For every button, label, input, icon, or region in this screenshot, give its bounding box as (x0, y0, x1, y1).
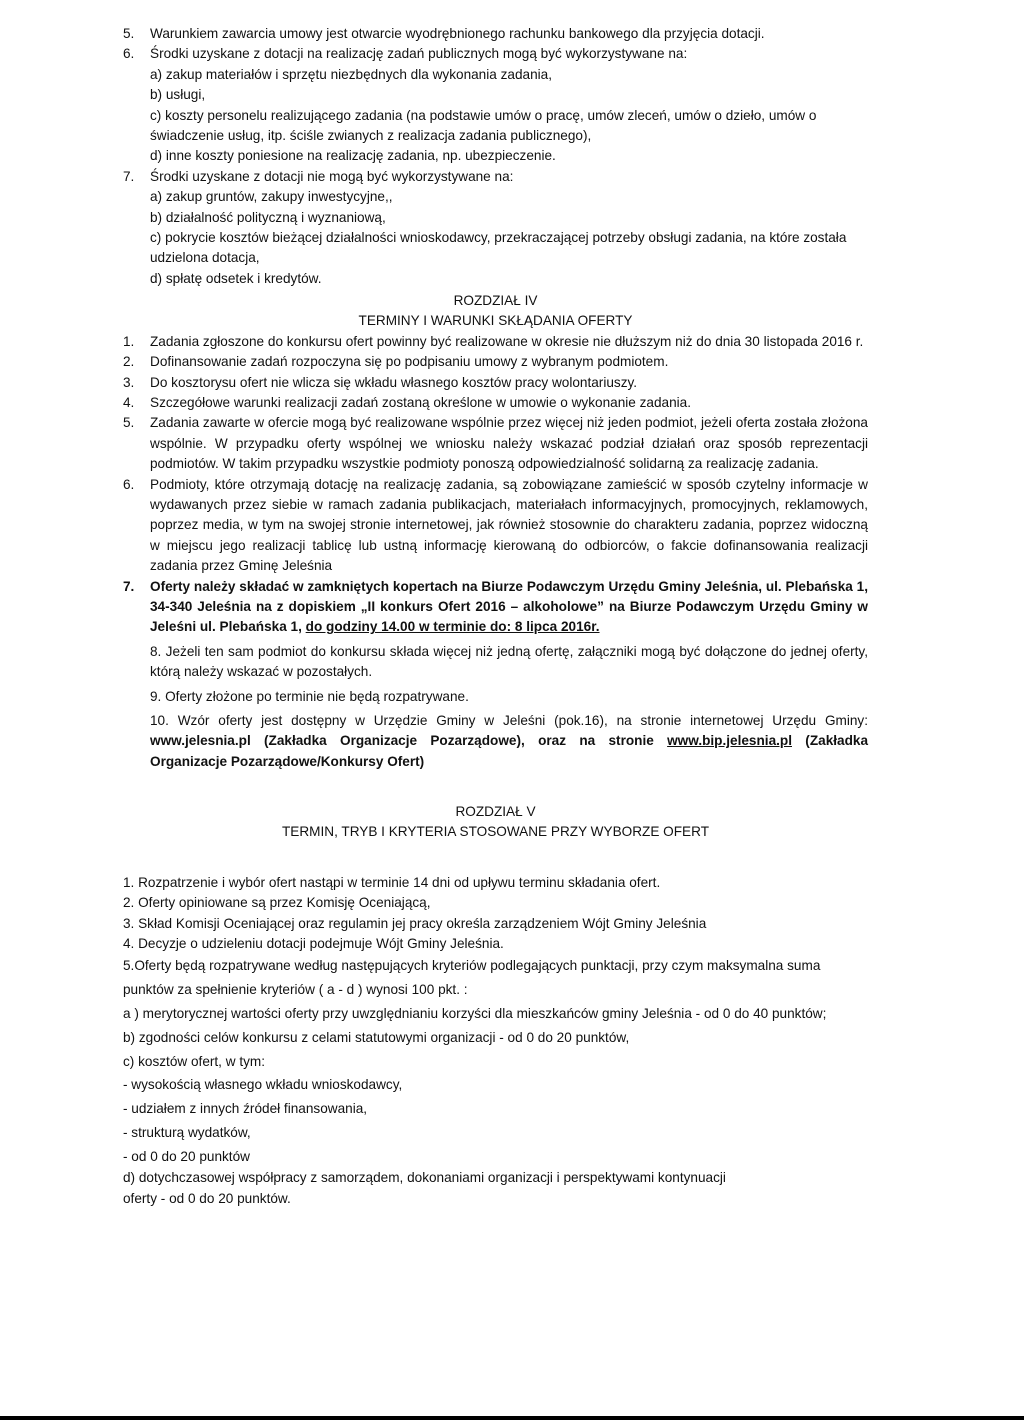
sub-item: b) usługi, (150, 87, 206, 103)
sub-item: d) spłatę odsetek i kredytów. (150, 270, 322, 286)
item-number: 7. (123, 168, 135, 184)
criteria-line: 4. Decyzje o udzieleniu dotacji podejmuje Wójt Gminy Jeleśnia. (123, 936, 504, 952)
criteria-line: 5.Oferty będą rozpatrywane według następujących kryteriów podlegających punktacji, przy czym maksymalna suma punktów za spełnienie kryteriów ( a - d ) wynosi 100 pkt. : (123, 958, 821, 998)
section-title: ROZDZIAŁ V (455, 804, 536, 820)
tab-info: (Zakładka Organizacje Pozarządowe/Konkursy Ofert) (150, 733, 869, 769)
list-item (123, 475, 868, 577)
item-text: Szczegółowe warunki realizacji zadań zostaną określone w umowie o wykonanie zadania. (150, 395, 692, 411)
submission-text: Oferty należy składać w zamkniętych kopertach na Biurze Podawczym Urzędu Gminy Jeleśnia, ul. Plebańska 1, 34-340 Jeleśnia na z dopiskiem „II konkurs Ofert 2016 – alkoholowe” na Biurze Podawczym Urzędu Gminy w Jeleśni ul. Plebańska 1, (150, 578, 868, 635)
criteria-line: b) zgodności celów konkursu z celami statutowymi organizacji - od 0 do 20 punktów, (123, 1029, 630, 1045)
item-text: Do kosztorysu ofert nie wlicza się wkładu własnego kosztów pracy wolontariuszy. (150, 374, 638, 390)
sub-item: a) zakup materiałów i sprzętu niezbędnych dla wykonania zadania, (150, 66, 552, 82)
sub-item: d) inne koszty poniesione na realizację zadania, np. ubezpieczenie. (150, 148, 556, 164)
paragraph: 8. Jeżeli ten sam podmiot do konkursu składa więcej niż jedną ofertę, załączniki mogą być dołączone do jednej oferty, którą należy wskazać w pozostałych. (150, 643, 868, 680)
list-item (123, 332, 868, 352)
item-number: 4. (123, 395, 135, 411)
paragraph: 9. Oferty złożone po terminie nie będą rozpatrywane. (150, 688, 469, 704)
item-text: Zadania zawarte w ofercie mogą być realizowane wspólnie przez więcej niż jeden podmiot, jeżeli oferta została złożona wspólnie. W przypadku oferty wspólnej we wniosku należy wskazać podział działań oraz sposób reprezentacji podmiotów. W takim przypadku wszystkie podmioty ponoszą odpowiedzialność solidarną za realizację zadania. (150, 415, 868, 472)
section-subtitle: TERMIN, TRYB I KRYTERIA STOSOWANE PRZY WYBORZE OFERT (281, 824, 709, 840)
item-text: Środki uzyskane z dotacji nie mogą być wykorzystywane na: (150, 168, 514, 184)
sub-item: c) pokrycie kosztów bieżącej działalności wnioskodawcy, przekraczającej potrzeby obsługi zadania, na które została udzielona dotacja, (150, 229, 847, 266)
criteria-line: 1. Rozpatrzenie i wybór ofert nastąpi w terminie 14 dni od upływu terminu składania ofert. (123, 874, 661, 890)
list-item-bold (123, 577, 868, 638)
list-item (123, 352, 868, 372)
item-number: 5. (123, 415, 135, 431)
item-text: Podmioty, które otrzymają dotację na realizację zadania, są zobowiązane zamieścić w sposób czytelny informacje w wydawanych przez siebie w ramach zadania publikacjach, materiałach informacyjnych, promocyjnych, reklamowych, poprzez media, w tym na swojej stronie internetowej, jak również stosownie do charakteru zadania, poprzez widoczną w miejscu jego realizacji tablicę lub ustną informację kierowaną do odbiorców, o fakcie dofinansowania realizacji zadania przez Gminę Jeleśnia (150, 476, 868, 574)
item-number: 5. (123, 26, 135, 41)
criteria-line: c) kosztów ofert, w tym: (123, 1053, 266, 1069)
list-item (123, 413, 868, 474)
item-number: 3. (123, 374, 135, 390)
item-number: 1. (123, 333, 135, 349)
sub-item: a) zakup gruntów, zakupy inwestycyjne,, (150, 189, 393, 205)
criteria-line: 2. Oferty opiniowane są przez Komisję Oceniającą, (123, 895, 431, 911)
criteria-line: a ) merytorycznej wartości oferty przy uwzględnianiu korzyści dla mieszkańców gminy Jeleśnia - od 0 do 40 punktów; (123, 1005, 827, 1021)
item-text: Dofinansowanie zadań rozpoczyna się po podpisaniu umowy z wybranym podmiotem. (150, 354, 669, 370)
list-item (123, 44, 868, 64)
list-item (123, 373, 868, 393)
section-subtitle: TERMINY I WARUNKI SKŁĄDANIA OFERTY (358, 313, 633, 329)
item-number: 7. (123, 578, 135, 594)
scan-border (0, 1416, 1024, 1420)
paragraph (123, 711, 868, 772)
criteria-line: - wysokością własnego wkładu wnioskodawcy, (123, 1077, 403, 1093)
criteria-line: 3. Skład Komisji Oceniającej oraz regulamin jej pracy określa zarządzeniem Wójt Gminy Jeleśnia (123, 915, 707, 931)
bip-link[interactable]: www.bip.jelesnia.pl (667, 733, 792, 749)
sub-item: c) koszty personelu realizującego zadania (na podstawie umów o pracę, umów zleceń, umów o dzieło, umów o świadczenie usług, itp. ściśle zwianych z realizacja zadania publicznego), (150, 107, 817, 143)
item-text (150, 577, 868, 638)
list-item (123, 24, 868, 44)
sub-item: b) działalność polityczną i wyznaniową, (150, 209, 386, 225)
item-number: 6. (123, 476, 135, 492)
criteria-line: - udziałem z innych źródeł finansowania, (123, 1101, 368, 1117)
criteria-line: - od 0 do 20 punktów (123, 1148, 250, 1164)
criteria-line: - strukturą wydatków, (123, 1124, 251, 1140)
document-content (123, 24, 868, 1209)
list-item (123, 167, 868, 187)
section-title: ROZDZIAŁ IV (453, 293, 538, 309)
item-text: Zadania zgłoszone do konkursu ofert powinny być realizowane w okresie nie dłuższym niż do dnia 30 listopada 2016 r. (150, 333, 864, 349)
paragraph-text: 10. Wzór oferty jest dostępny w Urzędzie Gminy w Jeleśni (pok.16), na stronie internetowej Urzędu Gminy: (150, 712, 868, 728)
criteria-line: d) dotychczasowej współpracy z samorządem, dokonaniami organizacji i perspektywami kontynuacji oferty - od 0 do 20 punktów. (123, 1170, 726, 1206)
item-number: 6. (123, 46, 135, 62)
list-item (123, 393, 868, 413)
website-info: www.jelesnia.pl (Zakładka Organizacje Pozarządowe), oraz na stronie (150, 733, 654, 749)
deadline-text: do godziny 14.00 w terminie do: 8 lipca 2016r. (305, 619, 600, 635)
item-text: Warunkiem zawarcia umowy jest otwarcie wyodrębnionego rachunku bankowego dla przyjęcia dotacji. (150, 26, 765, 41)
item-text: Środki uzyskane z dotacji na realizację zadań publicznych mogą być wykorzystywane na: (150, 46, 688, 62)
item-number: 2. (123, 354, 135, 370)
